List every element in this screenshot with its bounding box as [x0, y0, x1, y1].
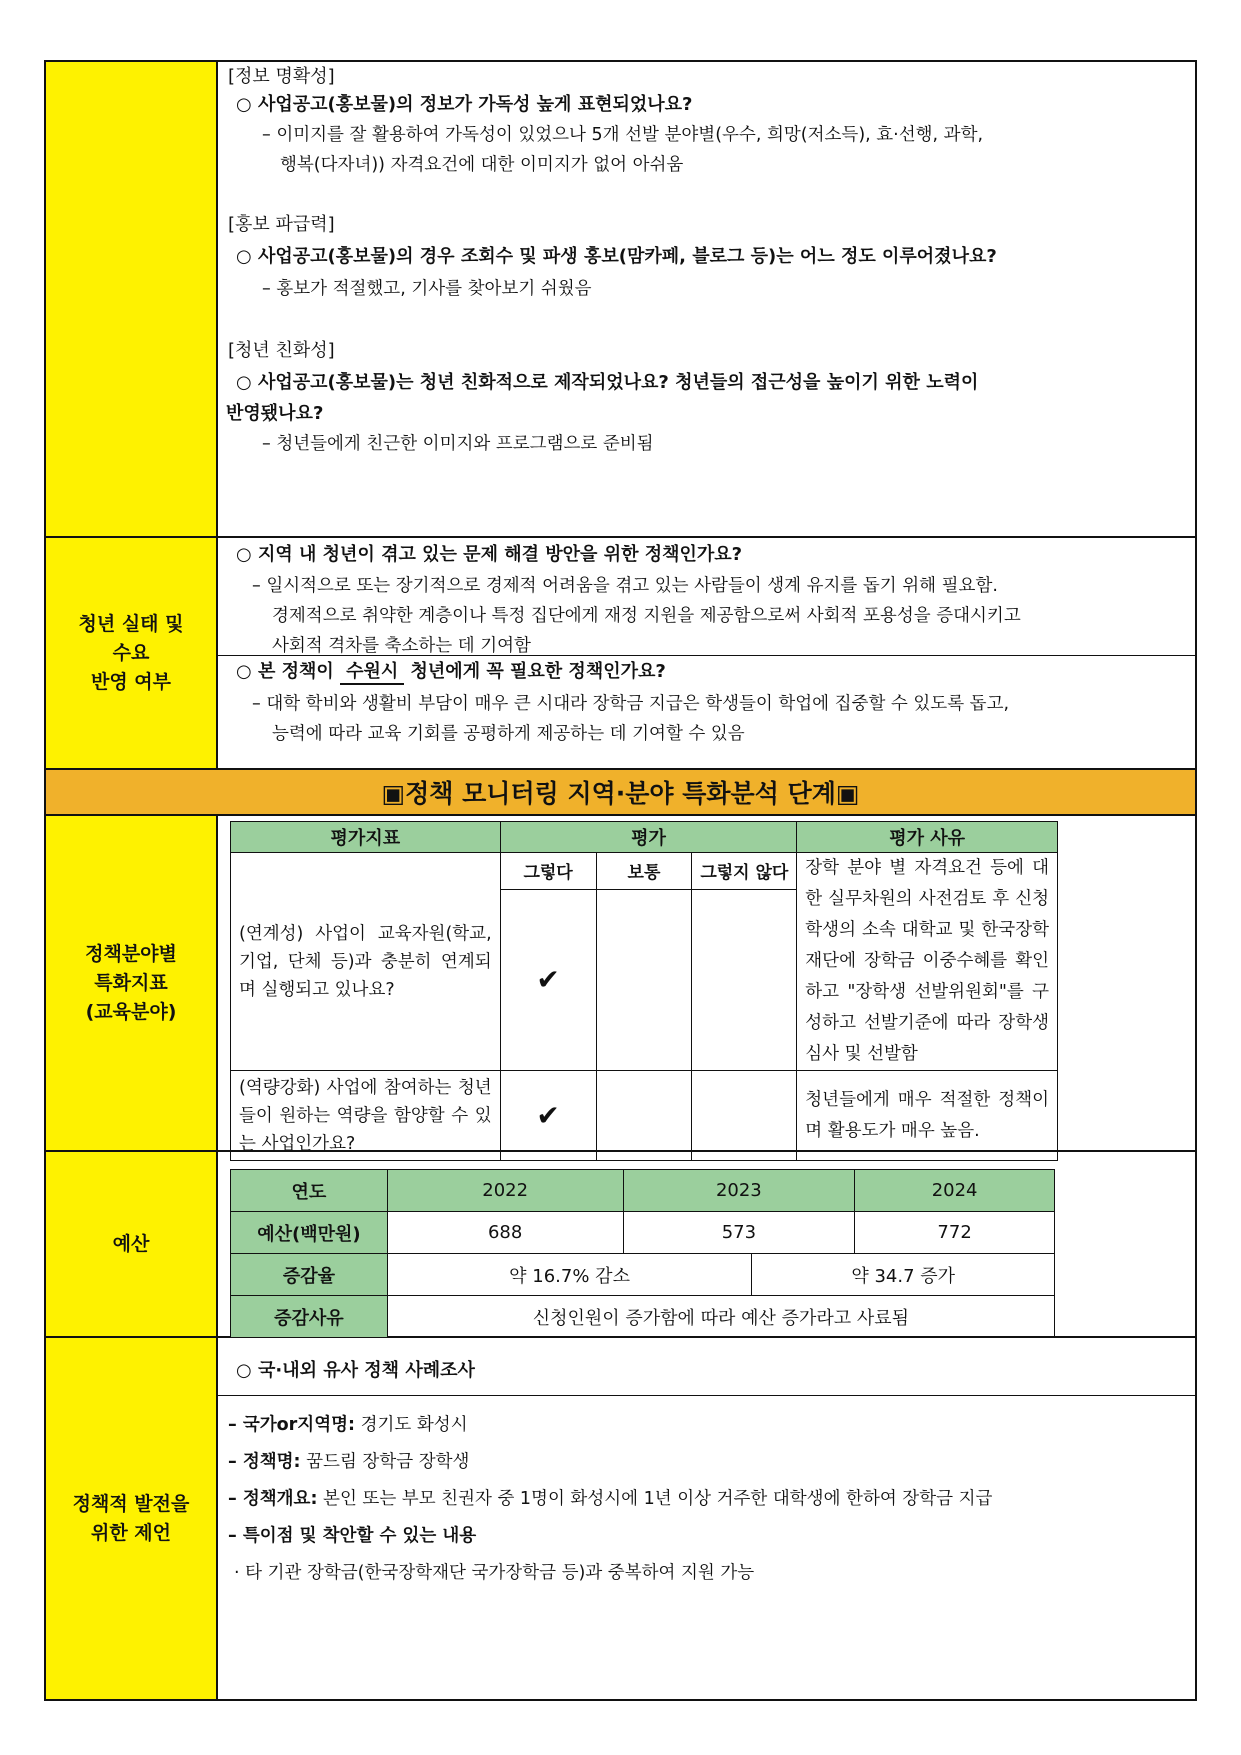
youth-needs-label-line3: 반영 여부 [90, 670, 172, 693]
needs-question-2-city: 수원시 [340, 657, 404, 685]
suggestion-label [46, 1338, 218, 1699]
budget-label: 예산 [46, 1152, 218, 1336]
budget-year-header: 연도 [231, 1170, 388, 1212]
row1-reason: 장학 분야 별 자격요건 등에 대한 실무차원의 사전검토 후 신청학생의 소속 대학교 및 한국장학재단에 장학금 이중수혜를 확인하고 "장학생 선발위원회"를 구성하고 선발기준에 따라 장학생 심사 및 선발함 [797, 853, 1058, 1071]
col-reason: 평가 사유 [797, 822, 1058, 853]
youth-answer: – 청년들에게 친근한 이미지와 프로그램으로 준비됨 [262, 434, 654, 454]
youth-needs-label-line2: 수요 [112, 641, 150, 664]
case-region [228, 1411, 468, 1436]
case-policy-name [228, 1448, 469, 1473]
youth-heading: [청년 친화성] [228, 340, 335, 361]
case-notable-points-heading [228, 1522, 476, 1547]
budget-rate-header: 증감율 [231, 1254, 388, 1296]
case-policy-overview-value: 본인 또는 부모 친권자 중 1명이 화성시에 1년 이상 거주한 대학생에 한하여 장학금 지급 [323, 1489, 993, 1509]
clarity-answer-line1: – 이미지를 잘 활용하여 가독성이 있었으나 5개 선발 분야별(우수, 희망(저소득), 효·선행, 과학, [262, 125, 984, 145]
suggestion-label-line2: 위한 제언 [90, 1521, 172, 1544]
needs-answer-2-line1: – 대학 학비와 생활비 부담이 매우 큰 시대라 장학금 지급은 학생들이 학업에 집중할 수 있도록 돕고, [252, 694, 1010, 714]
case-notable-points-label: – 특이점 및 착안할 수 있는 내용 [228, 1526, 477, 1546]
policy-report-page [44, 60, 1197, 1701]
row1-check-icon: ✔ [500, 889, 596, 1070]
needs-question-1: ○ 지역 내 청년이 겪고 있는 문제 해결 방안을 위한 정책인가요? [236, 544, 743, 565]
case-policy-name-label: – 정책명: [228, 1452, 301, 1472]
option-yes: 그렇다 [500, 853, 596, 890]
row1-no-cell [692, 889, 797, 1070]
case-study-heading: ○ 국·내외 유사 정책 사례조사 [236, 1360, 475, 1381]
clarity-heading: [정보 명확성] [228, 66, 335, 87]
row2-no-cell [692, 1071, 797, 1161]
youth-question-line2: 반영됐나요? [226, 403, 324, 424]
promotion-section-label [46, 62, 218, 536]
budget-rate-2023: 약 16.7% 감소 [387, 1254, 752, 1296]
youth-needs-label [46, 538, 218, 768]
row1-question: (연계성) 사업이 교육자원(학교, 기업, 단체 등)과 충분히 연계되며 실행되고 있나요? [231, 853, 501, 1071]
row2-neutral-cell [596, 1071, 692, 1161]
reach-answer: – 홍보가 적절했고, 기사를 찾아보기 쉬웠음 [262, 279, 592, 299]
budget-section [46, 1152, 1195, 1338]
row2-reason: 청년들에게 매우 적절한 정책이며 활용도가 매우 높음. [797, 1071, 1058, 1161]
budget-year-2024: 2024 [855, 1170, 1055, 1212]
budget-amount-2022: 688 [387, 1212, 623, 1254]
youth-question-line1: ○ 사업공고(홍보물)는 청년 친화적으로 제작되었나요? 청년들의 접근성을 높이기 위한 노력이 [236, 372, 979, 393]
case-region-value: 경기도 화성시 [360, 1415, 468, 1435]
indicator-label-line3: (교육분야) [85, 1000, 177, 1023]
budget-amount-header: 예산(백만원) [231, 1212, 388, 1254]
budget-year-2022: 2022 [387, 1170, 623, 1212]
indicator-label-line2: 특화지표 [94, 971, 168, 994]
reach-question: ○ 사업공고(홍보물)의 경우 조회수 및 파생 홍보(맘카페, 블로그 등)는 어느 정도 이루어졌나요? [236, 246, 997, 267]
youth-needs-section [46, 538, 1195, 770]
budget-reason: 신청인원이 증가함에 따라 예산 증가라고 사료됨 [387, 1296, 1054, 1338]
analysis-stage-banner: ▣정책 모니터링 지역·분야 특화분석 단계▣ [46, 770, 1195, 816]
case-policy-overview [228, 1485, 992, 1510]
budget-rate-2024: 약 34.7 증가 [752, 1254, 1055, 1296]
needs-answer-1-line3: 사회적 격차를 축소하는 데 기여함 [272, 636, 531, 656]
budget-amount-2024: 772 [855, 1212, 1055, 1254]
clarity-question: ○ 사업공고(홍보물)의 정보가 가독성 높게 표현되었나요? [236, 94, 693, 115]
needs-divider [218, 655, 1195, 656]
col-evaluation: 평가 [500, 822, 797, 853]
needs-answer-1-line1: – 일시적으로 또는 장기적으로 경제적 어려움을 겪고 있는 사람들이 생계 유지를 돕기 위해 필요함. [252, 576, 998, 596]
clarity-answer-line2: 행복(다자녀)) 자격요건에 대한 이미지가 없어 아쉬움 [280, 155, 684, 175]
youth-needs-label-line1: 청년 실태 및 [78, 612, 184, 635]
needs-answer-1-line2: 경제적으로 취약한 계층이나 특정 집단에게 재정 지원을 제공함으로써 사회적 포용성을 증대시키고 [272, 606, 1021, 626]
budget-reason-header: 증감사유 [231, 1296, 388, 1338]
reach-heading: [홍보 파급력] [228, 214, 335, 235]
suggestion-label-line1: 정책적 발전을 [72, 1492, 190, 1515]
option-no: 그렇지 않다 [692, 853, 797, 890]
case-policy-name-value: 꿈드림 장학금 장학생 [306, 1452, 470, 1472]
promotion-section [46, 62, 1195, 538]
option-neutral: 보통 [596, 853, 692, 890]
indicator-label [46, 816, 218, 1150]
indicator-label-line1: 정책분야별 [85, 942, 177, 965]
needs-question-2-suffix: 청년에게 꼭 필요한 정책인가요? [410, 661, 666, 682]
case-policy-overview-label: – 정책개요: [228, 1489, 318, 1509]
row2-check-icon: ✔ [500, 1071, 596, 1161]
budget-year-2023: 2023 [623, 1170, 855, 1212]
budget-table [230, 1169, 1055, 1338]
case-region-label: – 국가or지역명: [228, 1415, 356, 1435]
case-notable-point-1: · 타 기관 장학금(한국장학재단 국가장학금 등)과 중복하여 지원 가능 [234, 1563, 755, 1583]
evaluation-table [230, 821, 1058, 1161]
case-study-divider [218, 1395, 1195, 1396]
suggestion-section [46, 1338, 1195, 1699]
col-indicator: 평가지표 [231, 822, 501, 853]
row2-question: (역량강화) 사업에 참여하는 청년들이 원하는 역량을 함양할 수 있는 사업인가요? [231, 1071, 501, 1161]
budget-amount-2023: 573 [623, 1212, 855, 1254]
row1-neutral-cell [596, 889, 692, 1070]
indicator-section [46, 816, 1195, 1152]
needs-question-2 [236, 657, 666, 685]
needs-answer-2-line2: 능력에 따라 교육 기회를 공평하게 제공하는 데 기여할 수 있음 [272, 724, 745, 744]
needs-question-2-prefix: ○ 본 정책이 [236, 661, 334, 682]
